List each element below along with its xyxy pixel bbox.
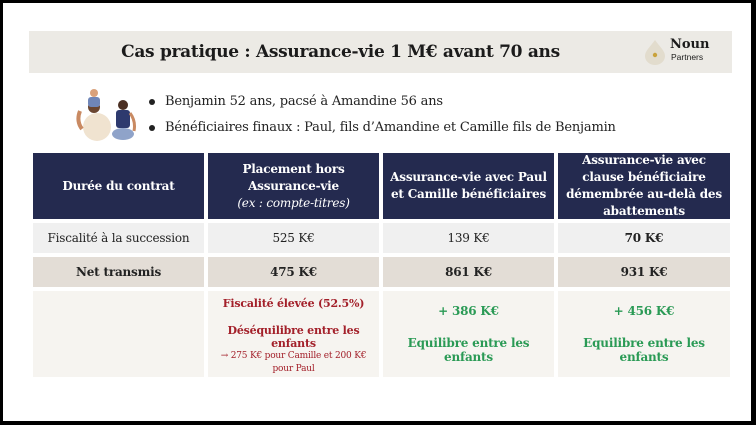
header-cell	[383, 153, 554, 219]
bullet-item: Benjamin 52 ans, pacsé à Amandine 56 ans	[143, 89, 616, 115]
comparison-table	[33, 153, 730, 377]
table-cell: 931 K€	[558, 257, 730, 287]
bullet-item: Bénéficiaires finaux : Paul, fils d’Amandine et Camille fils de Benjamin	[143, 115, 616, 141]
row-label: Fiscalité à la succession	[33, 223, 204, 253]
bullet-list	[143, 89, 616, 141]
note-cell	[558, 291, 730, 377]
title-bar	[29, 31, 732, 73]
gain-value: + 386 K€	[438, 304, 499, 318]
header-label: Placement hors Assurance-vie	[242, 161, 345, 193]
logo	[642, 36, 718, 68]
table-cell: 139 K€	[383, 223, 554, 253]
table-cell: 70 K€	[558, 223, 730, 253]
note-line: Fiscalité élevée (52.5%)	[222, 297, 365, 310]
header-cell	[208, 153, 379, 219]
note-line: Equilibre entre les enfants	[583, 336, 705, 364]
drop-logo-icon	[644, 39, 666, 65]
note-cell	[383, 291, 554, 377]
slide	[3, 3, 751, 421]
table-cell: 525 K€	[208, 223, 379, 253]
header-cell	[33, 153, 204, 219]
note-line: Déséquilibre entre les enfants	[227, 324, 360, 350]
page-title: Cas pratique : Assurance-vie 1 M€ avant 70 ans	[121, 42, 560, 62]
logo-subtitle: Partners	[671, 52, 704, 62]
logo-name: Noun	[670, 37, 710, 52]
note-line: Equilibre entre les enfants	[407, 336, 530, 364]
header-sublabel: (ex : compte-titres)	[237, 195, 350, 210]
gain-value: + 456 K€	[613, 304, 675, 318]
empty-cell	[33, 291, 204, 377]
header-label: Durée du contrat	[62, 178, 175, 193]
family-illustration-icon	[70, 83, 150, 143]
table-cell: 475 K€	[208, 257, 379, 287]
note-cell	[208, 291, 379, 377]
row-label: Net transmis	[33, 257, 204, 287]
header-label: Assurance-vie avec clause bénéficiaire démembrée au-delà des abattements	[566, 153, 722, 218]
header-label: Assurance-vie avec Paul et Camille bénéficiaires	[390, 170, 547, 201]
header-cell	[558, 153, 730, 219]
note-line: → 275 K€ pour Camille et 200 K€ pour Paul	[220, 351, 367, 374]
table-cell: 861 K€	[383, 257, 554, 287]
